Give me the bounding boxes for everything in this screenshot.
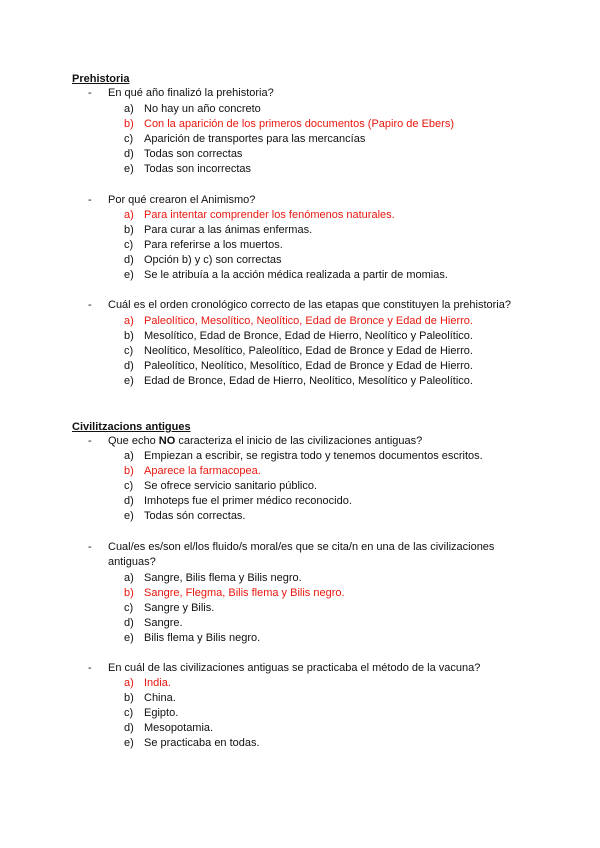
- bullet-dash: -: [88, 435, 92, 447]
- option-d: d) Opción b) y c) son correctas: [124, 254, 282, 266]
- bullet-dash: -: [88, 87, 92, 99]
- options-list: [124, 676, 544, 751]
- options-list: [124, 208, 544, 283]
- question-text: En cuál de las civilizaciones antiguas se practicaba el método de la vacuna?: [108, 662, 481, 674]
- question-text: En qué año finalizó la prehistoria?: [108, 87, 274, 99]
- option-e: e) Todas són correctas.: [124, 510, 246, 522]
- option-a-correct: a) India.: [124, 677, 171, 689]
- question-text: Que echo NO caracteriza el inicio de las civilizaciones antiguas?: [108, 435, 423, 447]
- question-fluidos: [88, 540, 528, 570]
- option-d: d) Mesopotamia.: [124, 722, 214, 734]
- option-c: c) Aparición de transportes para las mercancías: [124, 133, 366, 145]
- option-d: d) Todas son correctas: [124, 148, 243, 160]
- option-d: d) Imhoteps fue el primer médico reconocido.: [124, 495, 352, 507]
- option-e: e) Todas son incorrectas: [124, 163, 251, 175]
- options-list: [124, 449, 544, 524]
- option-a: a) Empiezan a escribir, se registra todo y tenemos documentos escritos.: [124, 450, 483, 462]
- option-d: d) Paleolítico, Neolítico, Mesolítico, Edad de Bronce y Edad de Hierro.: [124, 360, 473, 372]
- option-e: e) Edad de Bronce, Edad de Hierro, Neolítico, Mesolítico y Paleolítico.: [124, 375, 473, 387]
- section-title-prehistoria: Prehistoria: [72, 73, 130, 85]
- option-b: b) Mesolítico, Edad de Bronce, Edad de Hierro, Neolítico y Paleolítico.: [124, 330, 473, 342]
- option-a-correct: a) Para intentar comprender los fenómenos naturales.: [124, 209, 395, 221]
- options-list: [124, 314, 544, 389]
- option-c: c) Neolítico, Mesolítico, Paleolítico, Edad de Bronce y Edad de Hierro.: [124, 345, 473, 357]
- option-e: e) Bilis flema y Bilis negro.: [124, 632, 261, 644]
- option-a: a) No hay un año concreto: [124, 103, 261, 115]
- question-orden-cronologico: [88, 298, 528, 313]
- emphasis-no: NO: [158, 435, 176, 447]
- question-text: Cuál es el orden cronológico correcto de las etapas que constituyen la prehistoria?: [108, 299, 511, 311]
- option-c: c) Egipto.: [124, 707, 179, 719]
- bullet-dash: -: [88, 194, 92, 206]
- option-e: e) Se le atribuía a la acción médica realizada a partir de momias.: [124, 269, 448, 281]
- bullet-dash: -: [88, 662, 92, 674]
- question-text: Cual/es es/son el/los fluido/s moral/es que se cita/n en una de las civilizaciones antiguas?: [108, 541, 495, 568]
- bullet-dash: -: [88, 299, 92, 311]
- option-a-correct: a) Paleolítico, Mesolítico, Neolítico, Edad de Bronce y Edad de Hierro.: [124, 315, 473, 327]
- option-b-correct: b) Con la aparición de los primeros documentos (Papiro de Ebers): [124, 118, 454, 130]
- option-b: b) China.: [124, 692, 176, 704]
- option-c: c) Para referirse a los muertos.: [124, 239, 283, 251]
- option-c: c) Sangre y Bilis.: [124, 602, 215, 614]
- question-inicio-civilizaciones: [88, 434, 528, 449]
- options-list: [124, 571, 544, 646]
- options-list: [124, 102, 544, 177]
- option-c: c) Se ofrece servicio sanitario público.: [124, 480, 318, 492]
- option-d: d) Sangre.: [124, 617, 183, 629]
- question-vacuna: [88, 661, 528, 676]
- option-b-correct: b) Sangre, Flegma, Bilis flema y Bilis negro.: [124, 587, 345, 599]
- option-b-correct: b) Aparece la farmacopea.: [124, 465, 261, 477]
- option-e: e) Se practicaba en todas.: [124, 737, 260, 749]
- bullet-dash: -: [88, 541, 92, 553]
- question-text: Por qué crearon el Animismo?: [108, 194, 256, 206]
- option-a: a) Sangre, Bilis flema y Bilis negro.: [124, 572, 302, 584]
- question-prehistoria-end: [88, 86, 528, 101]
- question-animismo: [88, 193, 528, 208]
- option-b: b) Para curar a las ánimas enfermas.: [124, 224, 313, 236]
- section-title-civilitzacions: Civilitzacions antigues: [72, 421, 191, 433]
